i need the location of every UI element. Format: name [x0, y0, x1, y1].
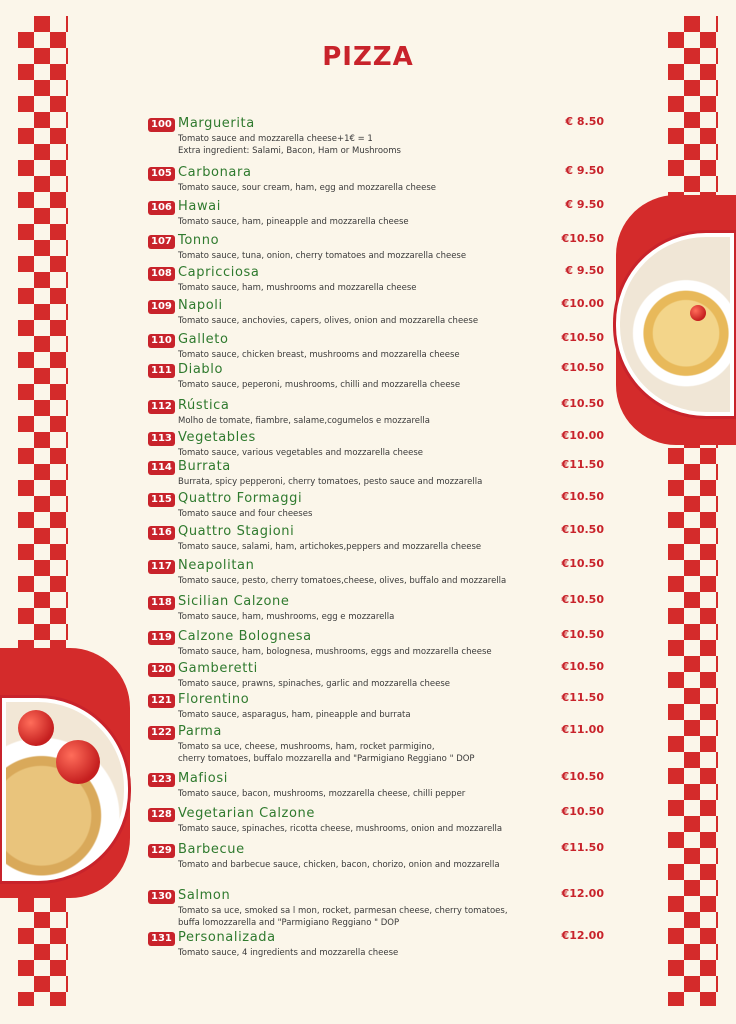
- item-price: €10.50: [561, 490, 604, 503]
- item-name: Mafiosi: [178, 771, 228, 786]
- item-price: €10.50: [561, 331, 604, 344]
- menu-item: [148, 232, 608, 263]
- item-description: Molho de tomate, fiambre, salame,cogumelos e mozzarella: [178, 416, 430, 426]
- item-description: Tomato sauce, spinaches, ricotta cheese, mushrooms, onion and mozzarella: [178, 824, 503, 834]
- item-description: Tomato sauce, ham, bolognesa, mushrooms, eggs and mozzarella cheese: [178, 647, 492, 657]
- item-number: 119: [148, 631, 175, 645]
- item-description: Tomato sauce, asparagus, ham, pineapple and burrata: [178, 710, 411, 720]
- menu-item: [148, 841, 608, 872]
- menu-item: [148, 929, 608, 960]
- item-name: Sicilian Calzone: [178, 594, 290, 609]
- item-price: €11.00: [561, 723, 604, 736]
- item-name: Vegetarian Calzone: [178, 806, 315, 821]
- item-description: Tomato sauce, chicken breast, mushrooms and mozzarella cheese: [178, 350, 460, 360]
- item-number: 111: [148, 364, 175, 378]
- item-description: Tomato sauce, pesto, cherry tomatoes,cheese, olives, buffalo and mozzarella: [178, 576, 507, 586]
- item-description: Burrata, spicy pepperoni, cherry tomatoes, pesto sauce and mozzarella: [178, 477, 483, 487]
- item-description: Tomato sauce, peperoni, mushrooms, chilli and mozzarella cheese: [178, 380, 461, 390]
- item-description-line2: Extra ingredient: Salami, Bacon, Ham or Mushrooms: [178, 146, 401, 156]
- item-price: €10.50: [561, 397, 604, 410]
- menu-item: [148, 723, 608, 766]
- item-number: 118: [148, 596, 175, 610]
- item-number: 120: [148, 663, 175, 677]
- item-price: €11.50: [561, 841, 604, 854]
- item-price: €10.50: [561, 523, 604, 536]
- item-price: €10.50: [561, 770, 604, 783]
- item-price: €11.50: [561, 458, 604, 471]
- menu-item: [148, 429, 608, 460]
- item-description: Tomato sa uce, cheese, mushrooms, ham, rocket parmigino,: [178, 742, 435, 752]
- item-name: Florentino: [178, 692, 250, 707]
- item-description: Tomato sauce, bacon, mushrooms, mozzarella cheese, chilli pepper: [178, 789, 466, 799]
- menu-item: [148, 361, 608, 392]
- item-number: 109: [148, 300, 175, 314]
- menu-item: [148, 691, 608, 722]
- checkered-border-right: [668, 16, 718, 1006]
- item-description: Tomato sauce, prawns, spinaches, garlic and mozzarella cheese: [178, 679, 451, 689]
- item-description: Tomato sauce, anchovies, capers, olives, onion and mozzarella cheese: [178, 316, 479, 326]
- item-price: €10.50: [561, 557, 604, 570]
- item-price: €12.00: [561, 887, 604, 900]
- item-name: Gamberetti: [178, 661, 258, 676]
- item-description: Tomato and barbecue sauce, chicken, bacon, chorizo, onion and mozzarella: [178, 860, 500, 870]
- menu-item: [148, 523, 608, 554]
- item-number: 110: [148, 334, 175, 348]
- item-price: € 9.50: [565, 164, 604, 177]
- item-description: Tomato sauce, 4 ingredients and mozzarella cheese: [178, 948, 399, 958]
- item-price: €10.50: [561, 805, 604, 818]
- menu-item: [148, 115, 608, 158]
- item-name: Diablo: [178, 362, 224, 377]
- item-name: Galleto: [178, 332, 229, 347]
- menu-item: [148, 198, 608, 229]
- item-number: 128: [148, 808, 175, 822]
- item-price: €11.50: [561, 691, 604, 704]
- item-price: €10.00: [561, 429, 604, 442]
- item-name: Napoli: [178, 298, 223, 313]
- item-description: Tomato sauce, sour cream, ham, egg and mozzarella cheese: [178, 183, 436, 193]
- item-description: Tomato sauce, ham, mushrooms and mozzarella cheese: [178, 283, 417, 293]
- item-number: 113: [148, 432, 175, 446]
- item-name: Parma: [178, 724, 222, 739]
- tomato-icon: [18, 710, 54, 746]
- menu-item: [148, 331, 608, 362]
- menu-item: [148, 164, 608, 195]
- item-number: 105: [148, 167, 175, 181]
- item-number: 121: [148, 694, 175, 708]
- item-number: 131: [148, 932, 175, 946]
- item-description-line2: cherry tomatoes, buffalo mozzarella and "Parmigiano Reggiano " DOP: [178, 754, 475, 764]
- item-number: 129: [148, 844, 175, 858]
- menu-item: [148, 660, 608, 691]
- item-name: Vegetables: [178, 430, 256, 445]
- item-name: Personalizada: [178, 930, 276, 945]
- item-description: Tomato sauce, ham, mushrooms, egg e mozzarella: [178, 612, 395, 622]
- item-price: €10.50: [561, 593, 604, 606]
- menu-item: [148, 557, 608, 588]
- item-name: Rústica: [178, 398, 230, 413]
- item-description: Tomato sa uce, smoked sa l mon, rocket, parmesan cheese, cherry tomatoes,: [178, 906, 508, 916]
- item-description: Tomato sauce and four cheeses: [178, 509, 313, 519]
- item-name: Capricciosa: [178, 265, 260, 280]
- item-price: € 9.50: [565, 264, 604, 277]
- item-name: Calzone Bolognesa: [178, 629, 312, 644]
- item-description: Tomato sauce and mozzarella cheese+1€ = 1: [178, 134, 373, 144]
- item-number: 122: [148, 726, 175, 740]
- item-number: 130: [148, 890, 175, 904]
- menu-item: [148, 887, 608, 930]
- item-number: 115: [148, 493, 175, 507]
- item-name: Salmon: [178, 888, 231, 903]
- menu-item: [148, 593, 608, 624]
- item-number: 106: [148, 201, 175, 215]
- item-description: Tomato sauce, tuna, onion, cherry tomatoes and mozzarella cheese: [178, 251, 467, 261]
- tomato-icon: [56, 740, 100, 784]
- menu-item: [148, 297, 608, 328]
- item-name: Marguerita: [178, 116, 255, 131]
- tomato-icon: [690, 305, 706, 321]
- item-number: 117: [148, 560, 175, 574]
- item-price: € 8.50: [565, 115, 604, 128]
- item-number: 123: [148, 773, 175, 787]
- item-name: Burrata: [178, 459, 231, 474]
- item-name: Carbonara: [178, 165, 252, 180]
- menu-item: [148, 490, 608, 521]
- item-price: €10.50: [561, 361, 604, 374]
- item-number: 112: [148, 400, 175, 414]
- item-price: €10.50: [561, 232, 604, 245]
- item-number: 107: [148, 235, 175, 249]
- page-title: PIZZA: [322, 42, 414, 72]
- menu-item: [148, 628, 608, 659]
- item-description: Tomato sauce, various vegetables and mozzarella cheese: [178, 448, 424, 458]
- item-number: 100: [148, 118, 175, 132]
- item-description-line2: buffa lomozzarella and "Parmigiano Reggiano " DOP: [178, 918, 400, 928]
- menu-item: [148, 805, 608, 836]
- menu-item: [148, 770, 608, 801]
- item-name: Hawai: [178, 199, 221, 214]
- item-name: Barbecue: [178, 842, 245, 857]
- menu-item: [148, 458, 608, 489]
- item-price: € 9.50: [565, 198, 604, 211]
- item-number: 116: [148, 526, 175, 540]
- item-number: 114: [148, 461, 175, 475]
- item-number: 108: [148, 267, 175, 281]
- menu-item: [148, 397, 608, 428]
- item-description: Tomato sauce, ham, pineapple and mozzarella cheese: [178, 217, 409, 227]
- menu-item: [148, 264, 608, 295]
- item-name: Quattro Formaggi: [178, 491, 303, 506]
- item-name: Quattro Stagioni: [178, 524, 295, 539]
- item-name: Tonno: [178, 233, 220, 248]
- item-description: Tomato sauce, salami, ham, artichokes,peppers and mozzarella cheese: [178, 542, 482, 552]
- item-price: €10.00: [561, 297, 604, 310]
- item-price: €10.50: [561, 628, 604, 641]
- item-name: Neapolitan: [178, 558, 255, 573]
- item-price: €10.50: [561, 660, 604, 673]
- item-price: €12.00: [561, 929, 604, 942]
